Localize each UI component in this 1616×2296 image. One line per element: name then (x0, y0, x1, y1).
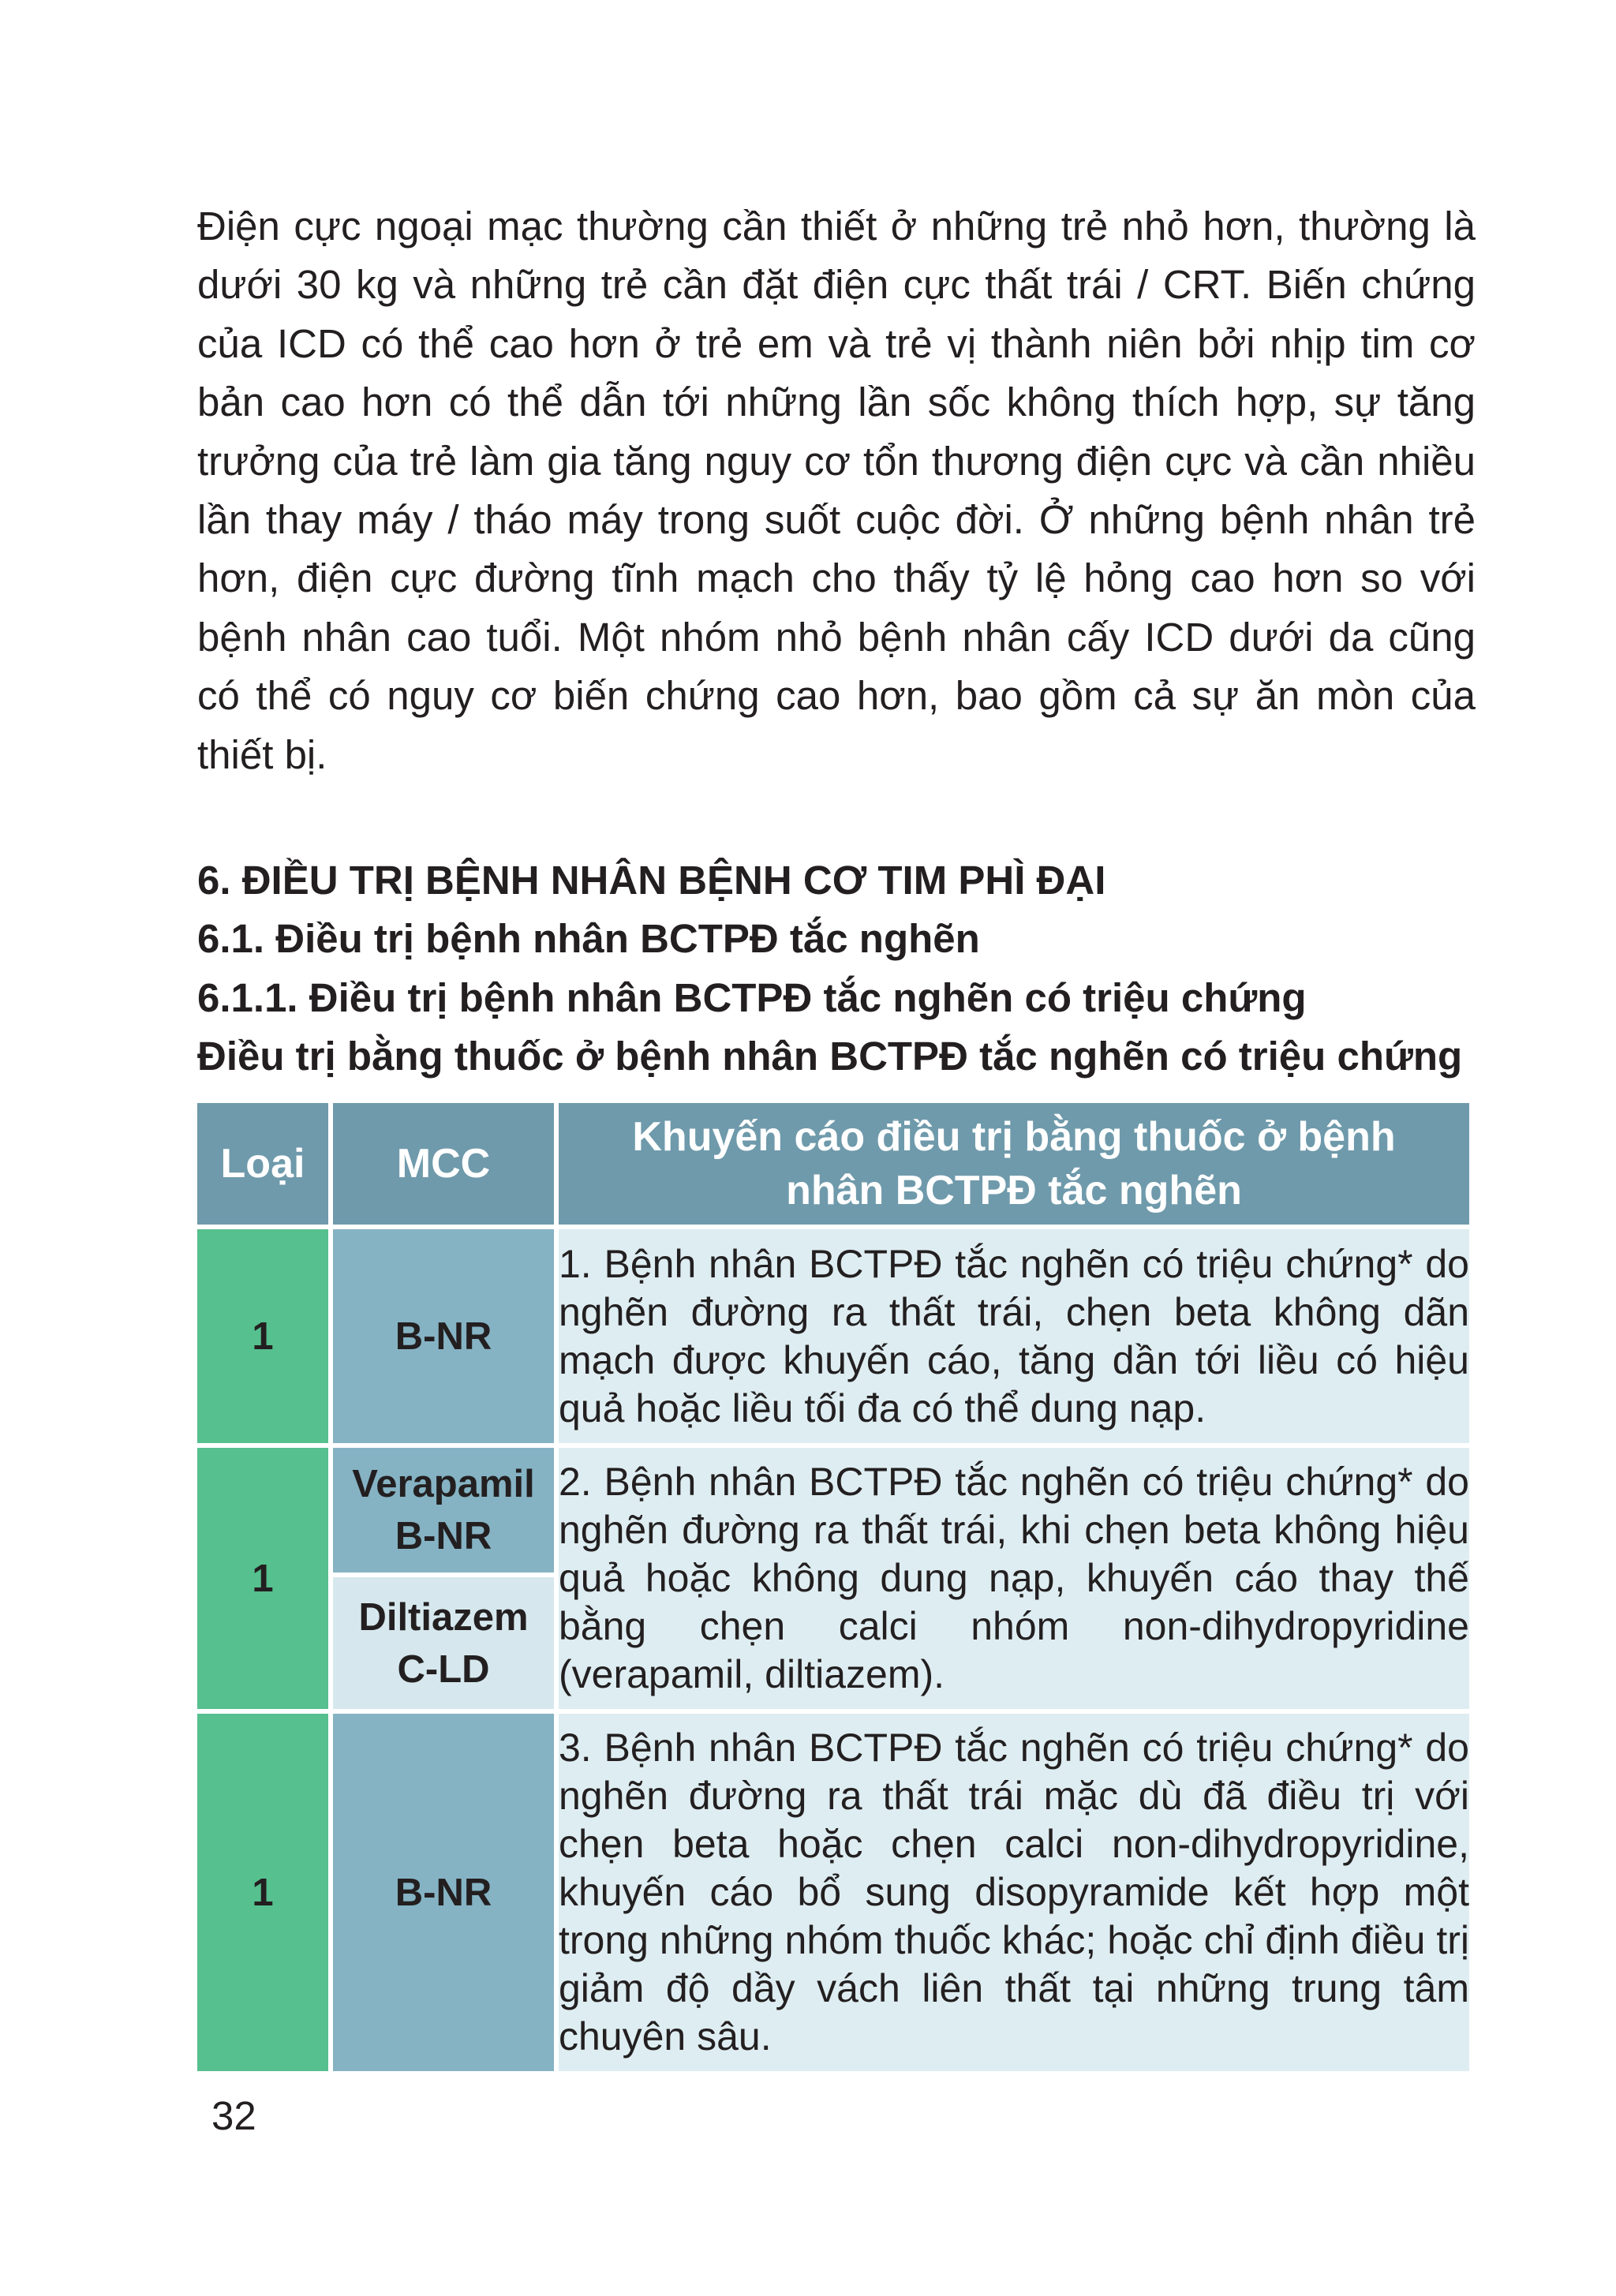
recommendation-cell: 3. Bệnh nhân BCTPĐ tắc nghẽn có triệu chứng* do nghẽn đường ra thất trái mặc dù đã điều trị với chẹn beta hoặc chẹn calci non-dihydropyridine, khuyến cáo bổ sung disopyramide kết hợp một trong những nhóm thuốc khác; hoặc chỉ định điều trị giảm độ dầy vách liên thất tại những trung tâm chuyên sâu. (559, 1714, 1469, 2071)
recommendation-table (193, 1098, 1474, 2076)
table-row (197, 1714, 1469, 2071)
mcc-drug-name: Diltiazem (358, 1595, 529, 1639)
mcc-cell-diltiazem (333, 1577, 554, 1709)
table-caption: Điều trị bằng thuốc ở bệnh nhân BCTPĐ tắc nghẽn có triệu chứng (197, 1034, 1463, 1079)
loai-cell: 1 (197, 1448, 328, 1709)
section-heading-6-1-1: 6.1.1. Điều trị bệnh nhân BCTPĐ tắc nghẽn có triệu chứng (197, 974, 1307, 1020)
mcc-drug-name: Verapamil (352, 1463, 535, 1505)
mcc-cell-verapamil (333, 1448, 554, 1572)
section-headings (197, 851, 1476, 1086)
header-loai: Loại (197, 1103, 328, 1225)
mcc-level: C-LD (397, 1647, 490, 1691)
page-number: 32 (211, 2093, 256, 2138)
mcc-cell: B-NR (333, 1229, 554, 1443)
mcc-cell: B-NR (333, 1714, 554, 2071)
mcc-level: B-NR (395, 1515, 492, 1557)
page-content (197, 197, 1476, 1086)
loai-cell: 1 (197, 1714, 328, 2071)
recommendation-cell: 2. Bệnh nhân BCTPĐ tắc nghẽn có triệu chứng* do nghẽn đường ra thất trái, khi chẹn beta không hiệu quả hoặc không dung nạp, khuyến cáo thay thế bằng chẹn calci nhóm non-dihydropyridine (verapamil, diltiazem). (559, 1448, 1469, 1709)
table-row (197, 1448, 1469, 1572)
header-recommendation-line1: Khuyến cáo điều trị bằng thuốc ở bệnh (632, 1114, 1396, 1160)
loai-cell: 1 (197, 1229, 328, 1443)
header-recommendation-line2: nhân BCTPĐ tắc nghẽn (786, 1168, 1242, 1213)
section-heading-6: 6. ĐIỀU TRỊ BỆNH NHÂN BỆNH CƠ TIM PHÌ ĐẠI (197, 858, 1106, 903)
header-mcc: MCC (333, 1103, 554, 1225)
section-heading-6-1: 6.1. Điều trị bệnh nhân BCTPĐ tắc nghẽn (197, 916, 980, 962)
table-row (197, 1229, 1469, 1443)
header-recommendation (559, 1103, 1469, 1225)
table-header-row (197, 1103, 1469, 1225)
body-paragraph: Điện cực ngoại mạc thường cần thiết ở những trẻ nhỏ hơn, thường là dưới 30 kg và những trẻ cần đặt điện cực thất trái / CRT. Biến chứng của ICD có thể cao hơn ở trẻ em và trẻ vị thành niên bởi nhịp tim cơ bản cao hơn có thể dẫn tới những lần sốc không thích hợp, sự tăng trưởng của trẻ làm gia tăng nguy cơ tổn thương điện cực và cần nhiều lần thay máy / tháo máy trong suốt cuộc đời. Ở những bệnh nhân trẻ hơn, điện cực đường tĩnh mạch cho thấy tỷ lệ hỏng cao hơn so với bệnh nhân cao tuổi. Một nhóm nhỏ bệnh nhân cấy ICD dưới da cũng có thể có nguy cơ biến chứng cao hơn, bao gồm cả sự ăn mòn của thiết bị. (197, 204, 1476, 777)
recommendation-cell: 1. Bệnh nhân BCTPĐ tắc nghẽn có triệu chứng* do nghẽn đường ra thất trái, chẹn beta không dãn mạch được khuyến cáo, tăng dần tới liều có hiệu quả hoặc liều tối đa có thể dung nạp. (559, 1229, 1469, 1443)
